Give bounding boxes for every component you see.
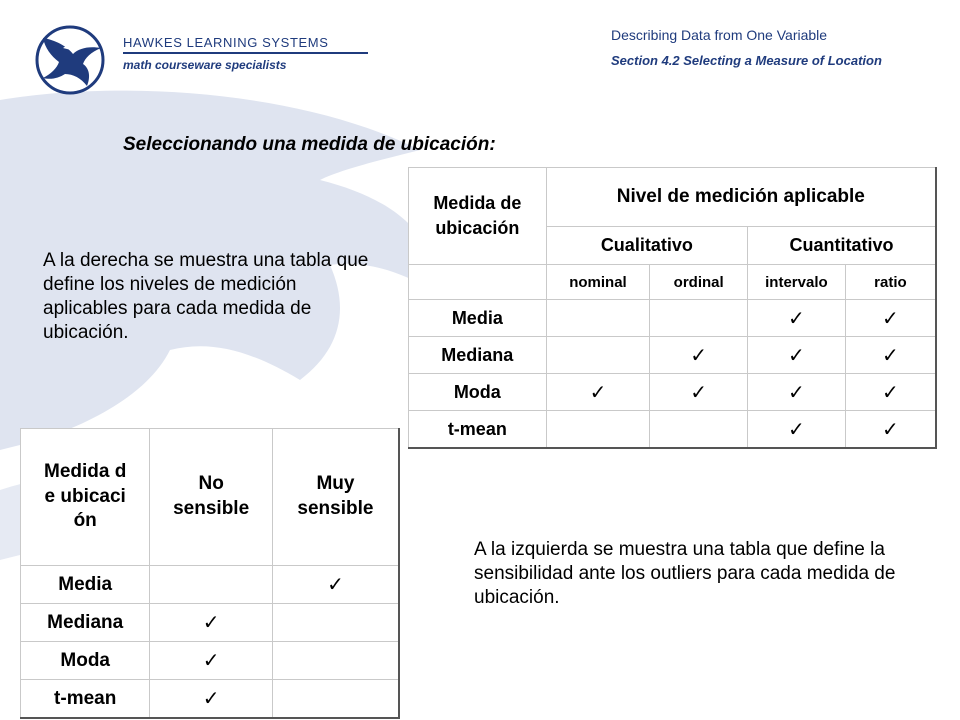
check-cell xyxy=(845,337,936,374)
checkmark-icon: ✓ xyxy=(788,418,805,441)
check-cell xyxy=(150,566,273,604)
row-label: Media xyxy=(409,300,547,337)
row-label: Media xyxy=(21,566,150,604)
brand-name: HAWKES LEARNING SYSTEMS xyxy=(123,35,368,54)
slide-title: Seleccionando una medida de ubicación: xyxy=(123,134,496,155)
header-very-sensitive xyxy=(272,429,399,566)
header-nominal: nominal xyxy=(546,265,650,300)
check-cell xyxy=(272,680,399,719)
paragraph-sensitivity: A la izquierda se muestra una tabla que define la sensibilidad ante los outliers para cada medida de ubicación. xyxy=(474,539,896,608)
check-cell xyxy=(845,411,936,449)
checkmark-icon: ✓ xyxy=(327,574,344,596)
check-cell xyxy=(272,604,399,642)
checkmark-icon: ✓ xyxy=(690,381,708,404)
row-label: Mediana xyxy=(21,604,150,642)
checkmark-icon: ✓ xyxy=(882,344,899,367)
table-row xyxy=(21,680,400,719)
checkmark-icon: ✓ xyxy=(788,344,805,367)
check-cell xyxy=(150,680,273,719)
checkmark-icon: ✓ xyxy=(589,381,607,404)
hawkes-eagle-logo-icon xyxy=(33,24,108,96)
header-interval: intervalo xyxy=(748,265,846,300)
checkmark-icon: ✓ xyxy=(882,381,899,404)
checkmark-icon: ✓ xyxy=(882,418,899,441)
checkmark-icon: ✓ xyxy=(690,344,708,367)
check-cell xyxy=(546,300,650,337)
check-cell xyxy=(748,411,846,449)
check-cell xyxy=(272,566,399,604)
section-title: Section 4.2 Selecting a Measure of Location xyxy=(611,53,882,68)
row-label: Moda xyxy=(409,374,547,411)
table-row xyxy=(409,374,937,411)
table-row xyxy=(21,604,400,642)
header-ordinal: ordinal xyxy=(650,265,748,300)
table-row xyxy=(409,337,937,374)
check-cell xyxy=(748,300,846,337)
paragraph-measurement-levels: A la derecha se muestra una tabla que define los niveles de medición aplicables para cada medida de ubicación. xyxy=(43,250,369,343)
check-cell xyxy=(748,337,846,374)
check-cell xyxy=(150,642,273,680)
header-measure xyxy=(21,429,150,566)
checkmark-icon: ✓ xyxy=(788,381,805,404)
header-measure: Medida de ubicación xyxy=(409,168,547,265)
checkmark-icon: ✓ xyxy=(202,612,220,634)
checkmark-icon: ✓ xyxy=(202,688,220,710)
row-label: Mediana xyxy=(409,337,547,374)
header-ratio: ratio xyxy=(845,265,936,300)
course-title: Describing Data from One Variable xyxy=(611,27,828,43)
checkmark-icon: ✓ xyxy=(788,307,805,330)
header-not-sensitive xyxy=(150,429,273,566)
row-label: t-mean xyxy=(409,411,547,449)
sensitivity-table xyxy=(20,428,400,719)
header-not-sensitive-text: No sensible xyxy=(173,473,250,519)
table-row xyxy=(409,411,937,449)
brand-block xyxy=(123,34,368,72)
check-cell xyxy=(272,642,399,680)
header-quantitative: Cuantitativo xyxy=(748,227,936,265)
check-cell xyxy=(650,337,748,374)
header-qualitative: Cualitativo xyxy=(546,227,747,265)
table-row xyxy=(21,642,400,680)
brand-tagline: math courseware specialists xyxy=(123,58,287,72)
row-label: t-mean xyxy=(21,680,150,719)
course-header xyxy=(611,27,882,68)
check-cell xyxy=(546,337,650,374)
checkmark-icon: ✓ xyxy=(202,650,220,672)
row-label: Moda xyxy=(21,642,150,680)
table-row xyxy=(21,566,400,604)
header-measure-text: Medida de ubicación xyxy=(44,460,127,532)
header-blank xyxy=(409,265,547,300)
check-cell xyxy=(650,374,748,411)
checkmark-icon: ✓ xyxy=(882,307,899,330)
header-very-sensitive-text: Muy sensible xyxy=(297,473,374,519)
table-row xyxy=(409,300,937,337)
check-cell xyxy=(150,604,273,642)
check-cell xyxy=(546,374,650,411)
measurement-levels-table xyxy=(408,167,937,449)
check-cell xyxy=(546,411,650,449)
header-applicable-level: Nivel de medición aplicable xyxy=(546,168,936,227)
check-cell xyxy=(650,411,748,449)
check-cell xyxy=(748,374,846,411)
check-cell xyxy=(845,374,936,411)
check-cell xyxy=(845,300,936,337)
check-cell xyxy=(650,300,748,337)
